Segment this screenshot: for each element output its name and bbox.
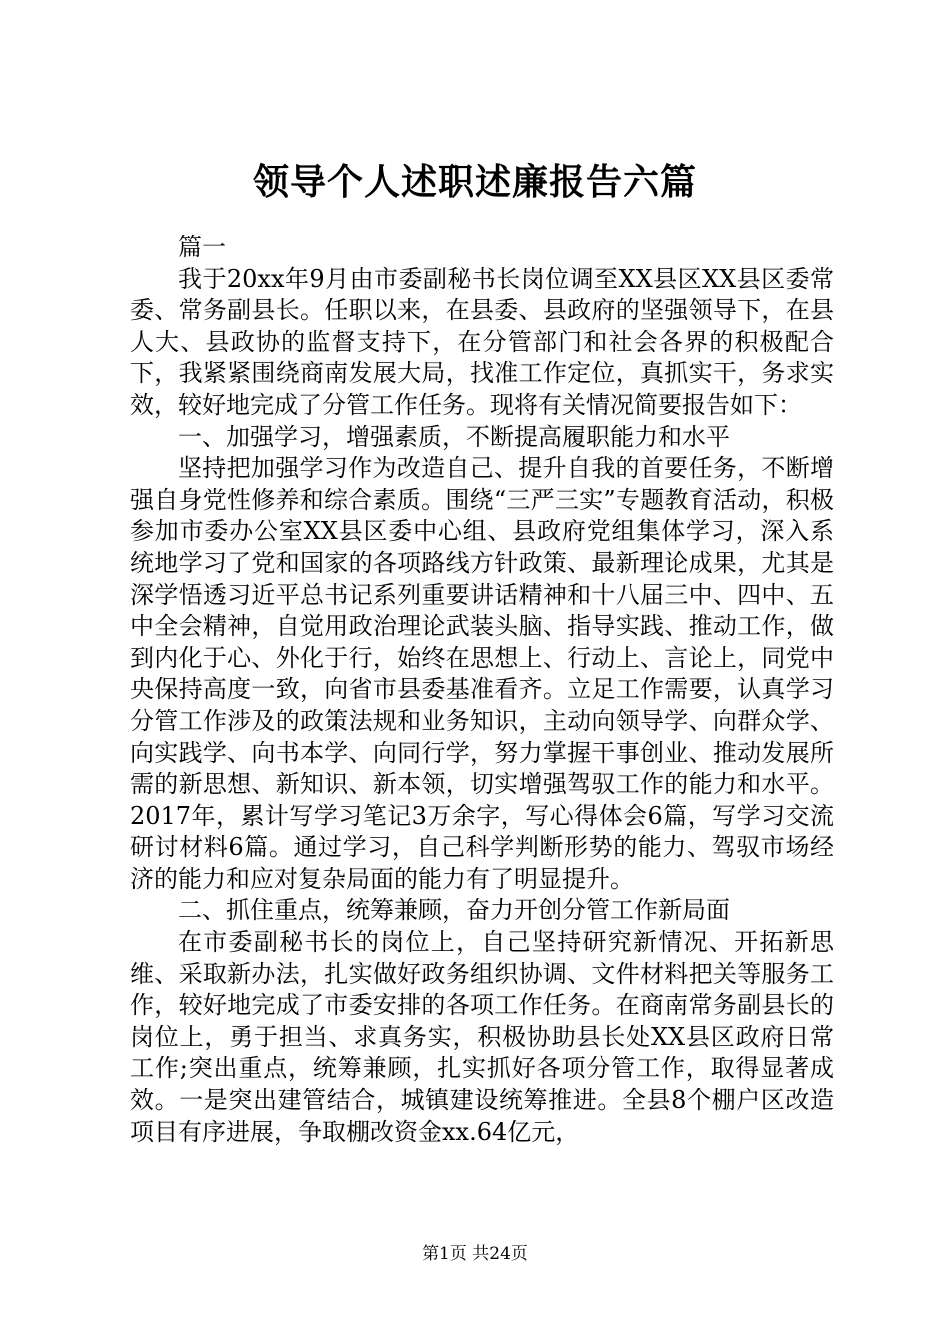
document-title: 领导个人述职述廉报告六篇 [252, 161, 697, 203]
section-label: 篇一 [178, 233, 226, 261]
document-body [130, 232, 834, 1148]
section-heading: 一、加强学习，增强素质，不断提高履职能力和水平 [178, 422, 730, 451]
body-paragraph: 我于20xx年9月由市委副秘书长岗位调至XX县区XX县区委常委、常务副县长。任职以来，在县委、县政府的坚强领导下，在县人大、县政协的监督支持下，在分管部门和社会各界的积极配合下，我紧紧围绕商南发展大局，找准工作定位，真抓实干，务求实效，较好地完成了分管工作任务。现将有关情况简要报告如下： [130, 264, 834, 419]
body-paragraph: 在市委副秘书长的岗位上，自己坚持研究新情况、开拓新思维、采取新办法，扎实做好政务组织协调、文件材料把关等服务工作，较好地完成了市委安排的各项工作任务。在商南常务副县长的岗位上，勇于担当、求真务实，积极协助县长处XX县区政府日常工作;突出重点，统筹兼顾，扎实抓好各项分管工作，取得显著成效。一是突出建管结合，城镇建设统筹推进。全县8个棚户区改造项目有序进展，争取棚改资金xx.64亿元， [130, 928, 834, 1146]
section-heading: 二、抓住重点，统筹兼顾，奋力开创分管工作新局面 [178, 896, 730, 925]
page-number-footer: 第1页 共24页 [422, 1244, 528, 1264]
body-paragraph: 坚持把加强学习作为改造自己、提升自我的首要任务，不断增强自身党性修养和综合素质。围绕“三严三实”专题教育活动，积极参加市委办公室XX县区委中心组、县政府党组集体学习，深入系统地学习了党和国家的各项路线方针政策、最新理论成果，尤其是深学悟透习近平总书记系列重要讲话精神和十八届三中、四中、五中全会精神，自觉用政治理论武装头脑、指导实践、推动工作，做到内化于心、外化于行，始终在思想上、行动上、言论上，同党中央保持高度一致，向省市县委基准看齐。立足工作需要，认真学习分管工作涉及的政策法规和业务知识，主动向领导学、向群众学、向实践学、向书本学、向同行学，努力掌握干事创业、推动发展所需的新思想、新知识、新本领，切实增强驾驭工作的能力和水平。2017年，累计写学习笔记3万余字，写心得体会6篇，写学习交流研讨材料6篇。通过学习，自己科学判断形势的能力、驾驭市场经济的能力和应对复杂局面的能力有了明显提升。 [130, 454, 834, 893]
